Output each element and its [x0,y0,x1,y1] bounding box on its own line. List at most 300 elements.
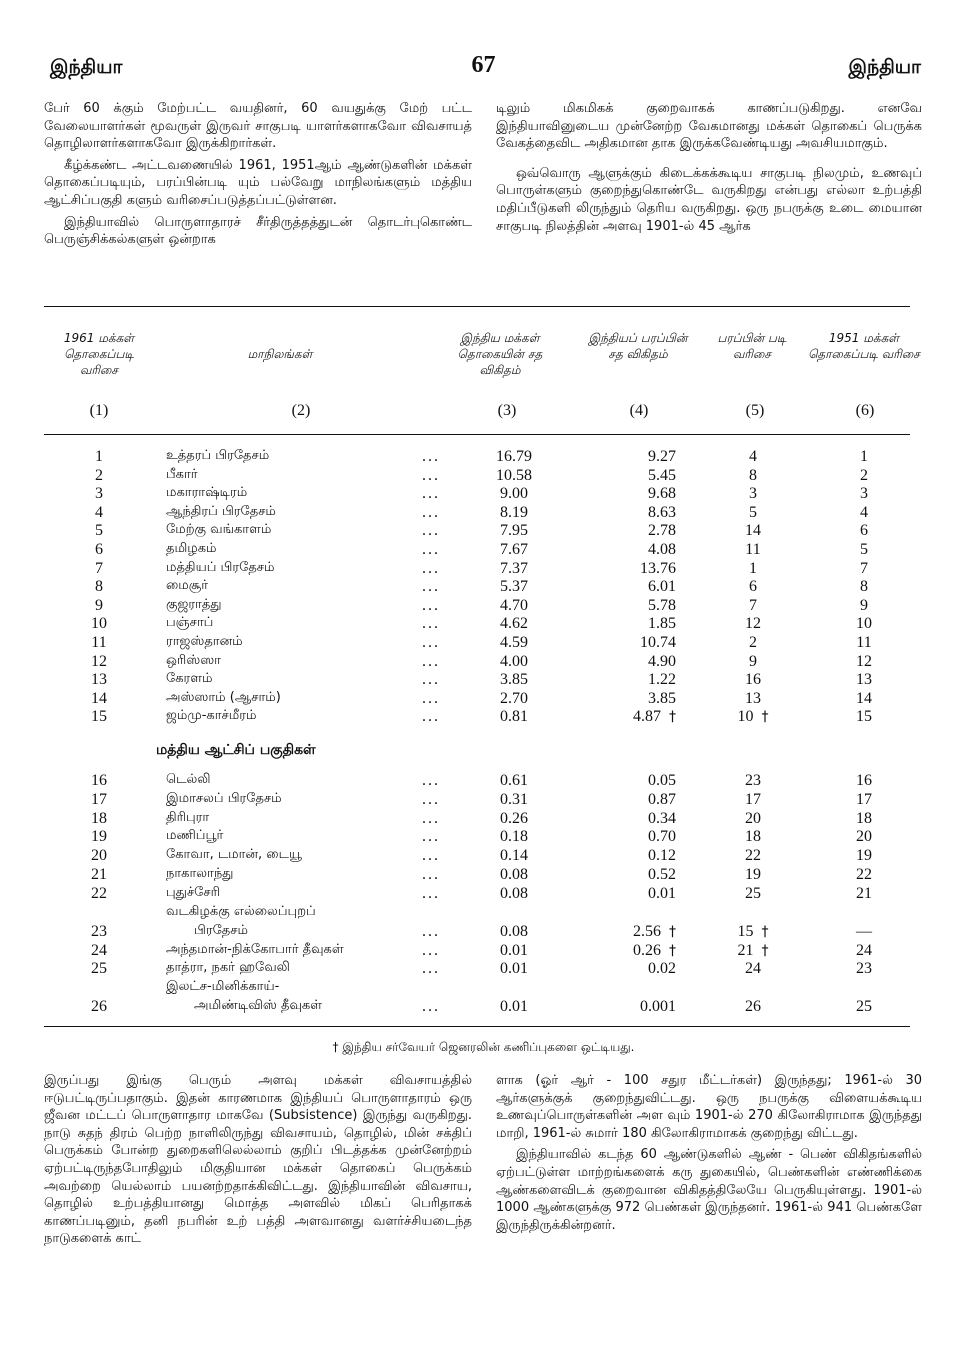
population-pct: 0.81 [500,708,528,726]
area-rank [734,615,772,633]
population-pct: 16.79 [496,448,532,465]
rank-1961: 25 [91,960,107,978]
rank-1961: 19 [91,828,107,846]
table-row [44,904,910,942]
dagger-mark: † [669,709,676,726]
area-rank [734,653,772,671]
rank-1951: 10 [856,615,872,633]
rank-1961: 6 [95,541,103,558]
column-number-2: (2) [291,402,311,419]
rank-1961: 10 [91,615,107,633]
area-rank [734,671,772,689]
running-header-left: இந்தியா [50,56,123,78]
leader-dots: ... [422,689,440,707]
area-pct-value: 0.05 [648,772,676,789]
rank-1961: 18 [91,809,107,827]
table-row [44,960,910,979]
rank-1951: 23 [856,960,872,978]
leader-dots: ... [422,790,440,808]
population-pct: 0.08 [500,884,528,902]
bottom-right-column [496,1072,922,1238]
rank-1961: 7 [95,559,103,577]
leader-dots: ... [422,485,440,503]
table-header-population-pct: இந்திய மக்கள் தொகையின் சத விகிதம் [457,331,543,377]
leader-dots: ... [422,828,440,846]
area-rank [734,847,772,865]
area-pct-value: 10.74 [640,634,676,651]
area-rank [734,942,772,960]
area-pct [604,960,676,978]
leader-dots: ... [422,466,440,484]
rank-1961: 12 [91,652,107,670]
area-rank [734,923,772,941]
area-pct [604,847,676,865]
area-rank-value: 22 [745,847,761,865]
area-rank [734,791,772,809]
area-rank-value: 15 [737,922,754,940]
paragraph: கீழ்க்கண்ட அட்டவணையில் 1961, 1951ஆம் ஆண்டுகளின் மக்கள் தொகைப்படியும், பரப்பின்படி யும் பல்வேறு மாநிலங்களும் மத்திய ஆட்சிப்பகுதி களும் வரிசைப்படுத்தப்பட்டுள்ளன. [44,157,472,208]
table-row [44,810,910,829]
table-row [44,522,910,541]
area-rank-value: 17 [745,790,761,808]
area-rank [734,810,772,828]
region-name: மணிப்பூர் [166,828,224,844]
area-rank-value: 23 [745,772,761,789]
area-rank-value: 20 [745,809,761,827]
column-number-6: (6) [855,402,875,419]
population-pct: 0.61 [500,772,528,789]
area-pct [604,541,676,559]
rank-1951: — [856,922,872,940]
rank-1951: 17 [856,790,872,808]
area-pct [604,690,676,708]
area-rank-value: 6 [749,578,757,596]
area-pct-value: 9.68 [648,485,676,503]
leader-dots: ... [422,960,440,978]
area-rank [734,560,772,578]
area-pct-value: 4.87 [633,708,661,726]
leader-dots: ... [422,634,440,651]
region-name: மகாராஷ்டிரம் [166,485,248,501]
area-pct-value: 0.34 [648,809,676,827]
area-pct [604,504,676,522]
rank-1951: 24 [856,941,872,959]
area-rank-value: 14 [745,522,761,540]
area-pct-value: 0.01 [648,884,676,902]
column-number-5: (5) [745,402,765,419]
population-pct: 7.67 [500,541,528,558]
rank-1961: 15 [91,708,107,726]
population-pct: 0.01 [500,960,528,978]
area-rank [734,690,772,708]
population-pct: 0.26 [500,809,528,827]
population-pct: 4.62 [500,615,528,633]
region-name: நாகாலாந்து [166,866,234,881]
table-row [44,828,910,847]
region-name: குஜராத்து [166,596,222,612]
area-pct [604,578,676,596]
rank-1951: 3 [860,485,868,503]
leader-dots: ... [422,941,440,959]
area-rank [734,866,772,884]
rank-1961: 26 [91,998,107,1016]
table-bottom-rule [44,1026,910,1027]
region-name: ஆந்திரப் பிரதேசம் [166,503,276,519]
union-territories-heading: மத்திய ஆட்சிப் பகுதிகள் [156,742,316,758]
region-name: பஞ்சாப் [166,615,214,631]
area-rank [734,634,772,652]
rank-1961: 11 [91,634,107,651]
leader-dots: ... [422,448,440,465]
area-rank-value: 1 [749,559,757,577]
rank-1961: 13 [91,671,107,689]
area-pct [604,923,676,941]
region-name: உத்தரப் பிரதேசம் [166,448,270,463]
area-pct [604,791,676,809]
rank-1961: 1 [95,448,103,465]
area-pct [604,467,676,485]
area-rank-value: 26 [745,998,761,1016]
area-rank [734,597,772,615]
area-pct-value: 1.85 [648,615,676,633]
region-name-continued: பிரதேசம் [194,922,248,938]
area-rank [734,960,772,978]
rank-1951: 2 [860,466,868,484]
area-pct-value: 13.76 [640,559,676,577]
rank-1951: 7 [860,559,868,577]
region-name: ராஜஸ்தானம் [166,634,243,649]
area-pct [604,671,676,689]
rank-1951: 4 [860,503,868,521]
region-name: மத்தியப் பிரதேசம் [166,559,275,575]
leader-dots: ... [422,847,440,865]
table-header-area-pct: இந்தியப் பரப்பின் சத விகிதம் [588,331,688,361]
table-header-area-rank: பரப்பின் படி வரிசை [717,331,787,361]
area-rank-value: 7 [749,596,757,614]
rank-1951: 1 [860,448,868,465]
population-pct: 0.31 [500,790,528,808]
table-row [44,597,910,616]
rank-1951: 16 [856,772,872,789]
table-row [44,866,910,885]
table-row [44,653,910,672]
running-header-right: இந்தியா [848,56,921,78]
area-rank-value: 18 [745,828,761,846]
area-pct-value: 0.26 [633,941,661,959]
region-name: கேரளம் [166,671,213,687]
area-rank-value: 13 [745,689,761,707]
area-pct-value: 5.45 [648,466,676,484]
population-pct: 0.08 [500,922,528,940]
table-row [44,791,910,810]
area-pct [604,448,676,466]
region-name: வடகிழக்கு எல்லைப்புறப் [166,903,316,919]
area-pct-value: 0.02 [648,960,676,978]
area-pct-value: 0.001 [640,998,676,1016]
table-top-rule [44,306,910,307]
population-pct: 4.59 [500,634,528,651]
column-number-1: (1) [89,402,109,419]
area-rank-value: 10 [737,708,754,726]
leader-dots: ... [422,652,440,670]
population-pct: 10.58 [496,466,532,484]
area-pct [604,866,676,884]
area-pct [604,772,676,790]
region-name: புதுச்சேரி [166,884,220,900]
dagger-mark: † [761,709,769,726]
area-pct [604,615,676,633]
area-rank [734,467,772,485]
area-pct-value: 0.70 [648,828,676,846]
area-rank [734,504,772,522]
area-pct-value: 8.63 [648,503,676,521]
table-header-rank-1951: 1951 மக்கள் தொகைப்படி வரிசை [808,331,920,361]
table-row [44,560,910,579]
area-rank-value: 24 [745,960,761,978]
area-pct [604,942,676,960]
area-rank-value: 19 [745,866,761,883]
rank-1961: 22 [91,884,107,902]
rank-1961: 20 [91,847,107,865]
area-rank-value: 4 [749,448,757,465]
table-header-states: மாநிலங்கள் [247,347,313,361]
leader-dots: ... [422,922,440,940]
dagger-mark: † [761,923,769,940]
population-pct: 8.19 [500,503,528,521]
area-pct-value: 0.12 [648,847,676,865]
area-rank [734,448,772,466]
area-pct-value: 4.90 [648,652,676,670]
rank-1951: 5 [860,541,868,558]
area-rank-value: 25 [745,884,761,902]
population-pct: 5.37 [500,578,528,596]
leader-dots: ... [422,503,440,521]
area-rank-value: 9 [749,652,757,670]
dagger-mark: † [669,923,676,940]
population-pct: 4.70 [500,596,528,614]
area-pct-value: 1.22 [648,671,676,689]
rank-1951: 14 [856,689,872,707]
column-number-4: (4) [629,402,649,419]
area-rank-value: 3 [749,485,757,503]
table-row [44,485,910,504]
population-pct: 9.00 [500,485,528,503]
area-pct-value: 6.01 [648,578,676,596]
region-name: ஜம்மு-காச்மீரம் [166,708,257,724]
area-pct [604,560,676,578]
area-pct [604,885,676,903]
rank-1961: 3 [95,485,103,503]
area-pct-value: 0.52 [648,866,676,883]
paragraph: இந்தியாவில் கடந்த 60 ஆண்டுகளில் ஆண் - பெண் விகிதங்களில் ஏற்பட்டுள்ள மாற்றங்களைக் கரு துகையில், பெண்களின் எண்ணிக்கை ஆண்களைவிடக் குறைவான விகிதத்திலேயே பெருகியுள்ளது. 1901-ல் 1000 ஆண்களுக்கு 972 பெண்கள் இருந்தனர். 1961-ல் 941 பெண்களே இருந்திருக்கின்றனர். [496,1147,922,1233]
area-rank-value: 8 [749,466,757,484]
area-rank-value: 16 [745,671,761,689]
rank-1951: 12 [856,652,872,670]
paragraph: இருப்பது இங்கு பெரும் அளவு மக்கள் விவசாயத்தில் ஈடுபட்டிருப்பதாகும். இதன் காரணமாக இந்தியப் பொருளாதாரம் ஒரு ஜீவன மட்டப் பொருளாதார மாகவே (Subsistence) இருந்து வருகிறது. நாடு சுதந் திரம் பெற்ற நாளிலிருந்து விவசாயம், தொழில், மின் சக்திப் பெருக்கம் போன்ற துறைகளிலெல்லாம் குறிப் பிடத்தக்க முன்னேற்றம் ஏற்பட்டிருந்தபோதிலும் மிகுதியான மக்கள் தொகைப் பெருக்கம் அவற்றை யெல்லாம் பயனற்றதாக்கிவிட்டது. இந்தியாவின் விவசாய, தொழில் உற்பத்தியானது மொத்த அளவில் மிகப் பெரிதாகக் காணப்படினும், தனி நபரின் உற் பத்தி அளவானது வளர்ச்சியடைந்த நாடுகளைக் காட் [44,1073,472,1247]
rank-1951: 19 [856,847,872,865]
area-rank [734,708,772,726]
population-pct: 0.01 [500,998,528,1016]
region-name: திரிபுரா [166,809,210,825]
top-right-column [496,100,922,239]
area-pct-value: 0.87 [648,790,676,808]
area-rank [734,885,772,903]
table-row [44,671,910,690]
area-rank [734,772,772,790]
population-pct: 0.08 [500,866,528,883]
area-pct [604,998,676,1016]
leader-dots: ... [422,866,440,883]
leader-dots: ... [422,615,440,633]
area-rank-value: 11 [745,541,761,558]
table-row [44,690,910,709]
area-pct [604,828,676,846]
region-name: பீகார் [166,466,198,482]
table-row [44,847,910,866]
area-pct [604,485,676,503]
top-left-column [44,100,472,253]
table-footnote: † இந்திய சர்வேயர் ஜெனரலின் கணிப்புகளை ஒட்டியது. [332,1040,635,1054]
rank-1951: 6 [860,522,868,540]
region-name: இலட்ச-மினிக்காய்- [166,979,280,995]
area-rank-value: 21 [737,941,754,959]
table-header-rank-1961: 1961 மக்கள் தொகைப்படி வரிசை [63,331,135,377]
population-pct: 0.14 [500,847,528,865]
rank-1951: 21 [856,884,872,902]
area-pct [604,522,676,540]
rank-1961: 17 [91,790,107,808]
table-row [44,634,910,653]
region-name: அஸ்ஸாம் (ஆசாம்) [166,689,281,705]
leader-dots: ... [422,541,440,558]
rank-1961: 5 [95,522,103,540]
table-row [44,504,910,523]
population-pct: 7.95 [500,522,528,540]
rank-1961: 21 [91,866,107,883]
rank-1951: 9 [860,596,868,614]
area-rank [734,522,772,540]
table-row [44,772,910,791]
rank-1951: 15 [856,708,872,726]
paragraph: ஒவ்வொரு ஆளுக்கும் கிடைக்கக்கூடிய சாகுபடி நிலமும், உணவுப் பொருள்களும் குறைந்துகொண்டே வருகிறது என்பது எல்லா உற்பத்தி மதிப்பீடுகளி லிருந்தும் தெரிய வருகிறது. ஒரு நபருக்கு உடை மையான சாகுபடி நிலத்தின் அளவு 1901-ல் 45 ஆர்க [496,165,922,234]
area-pct-value: 9.27 [648,448,676,465]
area-pct [604,634,676,652]
population-pct: 3.85 [500,671,528,689]
paragraph: ளாக (ஓர் ஆர் - 100 சதுர மீட்டர்கள்) இருந்தது; 1961-ல் 30 ஆர்களுக்குக் குறைந்துவிட்டது. ஒரு நபருக்கு விளையக்கூடிய உணவுப்பொருள்களின் அள வும் 1901-ல் 270 கிலோகிராமாக இருந்தது மாறி, 1961-ல் சுமார் 180 கிலோகிராமாகக் குறைந்து விட்டது. [496,1073,922,1141]
table-row [44,708,910,727]
rank-1961: 2 [95,466,103,484]
area-pct [604,653,676,671]
region-name: அந்தமான்-நிக்கோபார் தீவுகள் [166,941,344,957]
area-rank [734,541,772,559]
population-pct: 7.37 [500,559,528,577]
page-number: 67 [471,52,496,78]
rank-1961: 24 [91,941,107,959]
region-name: தாத்ரா, நகர் ஹவேலி [166,960,290,976]
region-name: டெல்லி [166,772,211,787]
leader-dots: ... [422,809,440,827]
population-pct: 0.01 [500,941,528,959]
table-row [44,885,910,904]
area-pct [604,810,676,828]
table-row [44,979,910,1017]
leader-dots: ... [422,772,440,789]
region-name: தமிழகம் [166,541,217,556]
rank-1961: 9 [95,596,103,614]
rank-1951: 20 [856,828,872,846]
region-name: கோவா, டமான், டையூ [166,847,302,863]
area-rank-value: 2 [749,634,757,651]
leader-dots: ... [422,596,440,614]
rank-1951: 25 [856,998,872,1016]
paragraph: பேர் 60 க்கும் மேற்பட்ட வயதினர், 60 வயதுக்கு மேற் பட்ட வேலையாளர்கள் மூவருள் இருவர் சாகுபடி யாளர்களாகவோ விவசாயத் தொழிலாளர்களாகவோ இருக்கிறார்கள். [44,101,472,152]
rank-1961: 23 [91,922,107,940]
population-pct: 0.18 [500,828,528,846]
area-pct-value: 5.78 [648,596,676,614]
rank-1961: 14 [91,689,107,707]
area-rank-value: 12 [745,615,761,633]
table-row [44,541,910,560]
leader-dots: ... [422,998,440,1016]
population-pct: 2.70 [500,689,528,707]
table-row [44,615,910,634]
rank-1961: 16 [91,772,107,789]
rank-1961: 8 [95,578,103,596]
column-number-3: (3) [497,402,517,419]
area-rank [734,828,772,846]
table-row [44,942,910,961]
rank-1951: 8 [860,578,868,596]
area-pct [604,708,676,726]
rank-1951: 11 [856,634,872,651]
area-rank [734,578,772,596]
dagger-mark: † [669,942,676,959]
region-name: மேற்கு வங்காளம் [166,522,272,538]
region-name: மைசூர் [166,578,208,594]
table-row [44,467,910,486]
paragraph: டிலும் மிகமிகக் குறைவாகக் காணப்படுகிறது. எனவே இந்தியாவினுடைய முன்னேற்ற வேகமானது மக்கள் தொகைப் பெருக்க வேகத்தைவிட அதிகமான தாக இருக்கவேண்டியது அவசியமாகும். [496,101,922,152]
region-name: இமாசலப் பிரதேசம் [166,790,282,806]
rank-1961: 4 [95,503,103,521]
rank-1951: 18 [856,809,872,827]
area-pct [604,597,676,615]
area-pct-value: 2.78 [648,522,676,540]
leader-dots: ... [422,708,440,726]
leader-dots: ... [422,522,440,540]
leader-dots: ... [422,884,440,902]
leader-dots: ... [422,671,440,689]
population-pct: 4.00 [500,652,528,670]
dagger-mark: † [761,942,769,959]
area-rank-value: 5 [749,503,757,521]
leader-dots: ... [422,578,440,596]
region-name: ஒரிஸ்ஸா [166,652,221,668]
paragraph: இந்தியாவில் பொருளாதாரச் சீர்திருத்தத்துடன் தொடர்புகொண்ட பெருஞ்சிக்கல்களுள் ஒன்றாக [44,214,472,248]
leader-dots: ... [422,559,440,577]
area-rank [734,485,772,503]
area-rank [734,998,772,1016]
region-name-continued: அமிண்டிவிஸ் தீவுகள் [194,998,322,1014]
area-pct-value: 3.85 [648,689,676,707]
rank-1951: 22 [856,866,872,883]
table-row [44,578,910,597]
table-row [44,448,910,467]
bottom-left-column [44,1072,472,1252]
rank-1951: 13 [856,671,872,689]
area-pct-value: 4.08 [648,541,676,558]
area-pct-value: 2.56 [633,922,661,940]
table-header-rule [44,434,910,435]
